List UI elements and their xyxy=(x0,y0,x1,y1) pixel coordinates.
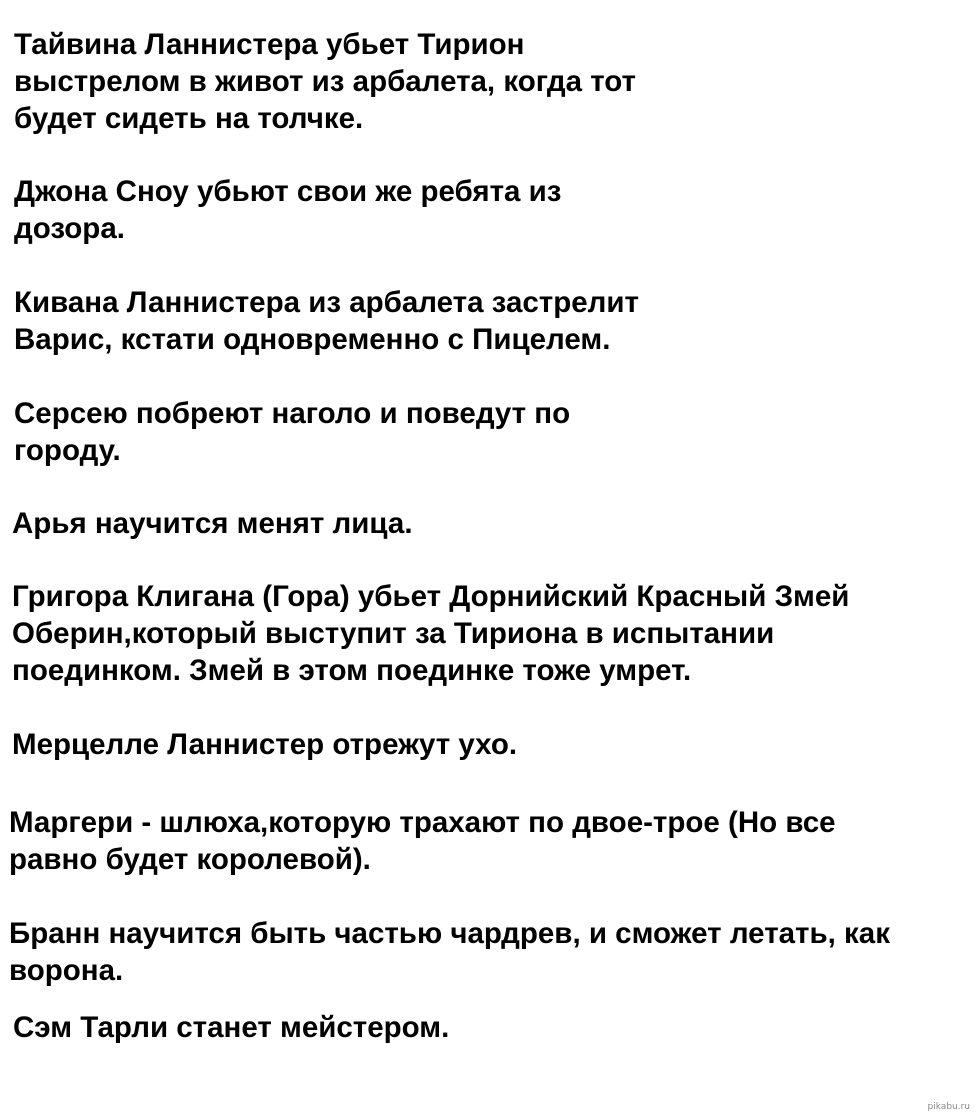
text-line: Тайвина Ланнистера убьет Тирион xyxy=(14,28,525,61)
text-line: выстрелом в живот из арбалета, когда тот xyxy=(14,65,637,98)
text-line: равно будет королевой). xyxy=(9,843,371,876)
paragraph-arya xyxy=(12,505,413,542)
paragraph-margaery xyxy=(9,804,836,878)
text-line: поединком. Змей в этом поединке тоже умрет. xyxy=(12,654,692,687)
text-line: Мерцелле Ланнистер отрежут ухо. xyxy=(12,728,518,761)
paragraph-bran xyxy=(9,915,890,989)
text-line: дозора. xyxy=(14,212,125,245)
text-line: Маргери - шлюха,которую трахают по двое-трое (Но все xyxy=(9,806,836,839)
text-line: Арья научится менят лица. xyxy=(12,507,413,540)
paragraph-sam xyxy=(13,1009,449,1046)
text-line: городу. xyxy=(14,434,121,467)
paragraph-kevan xyxy=(14,284,639,358)
paragraph-tywin xyxy=(14,26,636,137)
paragraph-jon-snow xyxy=(14,173,561,247)
text-line: Серсею побреют наголо и поведут по xyxy=(14,397,571,430)
text-line: Бранн научится быть частью чардрев, и сможет летать, как xyxy=(9,917,890,950)
text-line: Сэм Тарли станет мейстером. xyxy=(13,1011,450,1044)
text-line: Кивана Ланнистера из арбалета застрелит xyxy=(14,286,639,319)
paragraph-myrcella xyxy=(12,726,517,763)
paragraph-gregor xyxy=(12,578,849,689)
text-line: Григора Клигана (Гора) убьет Дорнийский Красный Змей xyxy=(12,580,850,613)
text-line: будет сидеть на толчке. xyxy=(14,102,364,135)
watermark: pikabu.ru xyxy=(927,1102,970,1112)
paragraph-cersei xyxy=(14,395,570,469)
text-line: Джона Сноу убьют свои же ребята из xyxy=(14,175,562,208)
text-line: ворона. xyxy=(9,954,124,987)
text-line: Варис, кстати одновременно с Пицелем. xyxy=(14,323,611,356)
text-line: Оберин,который выступит за Тириона в испытании xyxy=(12,617,775,650)
